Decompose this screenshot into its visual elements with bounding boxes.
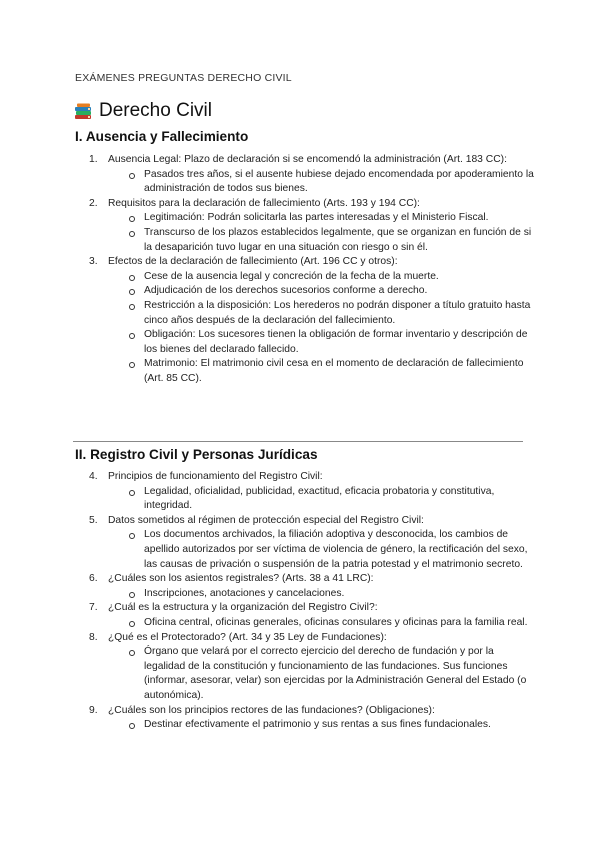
item-number: 3. <box>89 256 98 268</box>
list-item <box>75 631 535 646</box>
hollow-bullet-icon <box>129 723 135 729</box>
list-item <box>75 255 535 270</box>
section-list <box>75 470 535 733</box>
sub-item-text: Órgano que velará por el correcto ejercicio del derecho de fundación y por la legalidad de la constitución y funcionamiento de las fundaciones. Sus funciones (informar, asesorar, velar) son ejercidas por la Administración General del Estado (o autonómica). <box>144 646 527 701</box>
heading-text: Derecho Civil <box>99 100 212 121</box>
item-text: ¿Cuáles son los principios rectores de las fundaciones? (Obligaciones): <box>108 704 435 716</box>
item-text: Ausencia Legal: Plazo de declaración si se encomendó la administración (Art. 183 CC): <box>108 154 507 165</box>
item-text: Efectos de la declaración de fallecimiento (Art. 196 CC y otros): <box>108 256 398 268</box>
sub-item-text: Restricción a la disposición: Los herederos no podrán disponer a título gratuito hasta cinco años después de la declaración del fallecimiento. <box>144 299 531 326</box>
sub-item <box>75 168 535 197</box>
hollow-bullet-icon <box>129 289 135 295</box>
item-text: ¿Cuáles son los asientos registrales? (Arts. 38 a 41 LRC): <box>108 573 374 585</box>
hollow-bullet-icon <box>129 621 135 627</box>
hollow-bullet-icon <box>129 333 135 339</box>
item-number: 6. <box>89 573 98 585</box>
hollow-bullet-icon <box>129 592 135 598</box>
sub-item-text: Obligación: Los sucesores tienen la obligación de formar inventario y descripción de los bienes del declarado fallecido. <box>144 329 528 355</box>
item-text: Requisitos para la declaración de fallecimiento (Arts. 193 y 194 CC): <box>108 197 420 209</box>
hollow-bullet-icon <box>129 216 135 222</box>
section-title: I. Ausencia y Fallecimiento <box>75 129 249 144</box>
item-text: ¿Cuál es la estructura y la organización del Registro Civil?: <box>108 602 378 614</box>
item-number: 4. <box>89 471 98 482</box>
sub-item-text: Legitimación: Podrán solicitarla las partes interesadas y el Ministerio Fiscal. <box>144 212 489 224</box>
hollow-bullet-icon <box>129 362 135 368</box>
sub-item-text: Matrimonio: El matrimonio civil cesa en el momento de declaración de fallecimiento (Art. 85 CC). <box>144 358 524 384</box>
sub-item <box>75 718 535 733</box>
hollow-bullet-icon <box>129 231 135 237</box>
sub-item-text: Adjudicación de los derechos sucesorios conforme a derecho. <box>144 285 428 297</box>
sub-item <box>75 528 535 572</box>
item-text: ¿Qué es el Protectorado? (Art. 34 y 35 Ley de Fundaciones): <box>108 631 387 643</box>
sub-item <box>75 299 535 328</box>
list-item <box>75 153 535 168</box>
item-number: 8. <box>89 631 98 643</box>
divider <box>73 441 523 442</box>
sub-item-text: Legalidad, oficialidad, publicidad, exactitud, eficacia probatoria y constitutiva, integridad. <box>144 485 495 512</box>
sub-item <box>75 645 535 703</box>
sub-item <box>75 226 535 255</box>
item-text: Principios de funcionamiento del Registro Civil: <box>108 471 323 482</box>
hollow-bullet-icon <box>129 650 135 656</box>
item-number: 1. <box>89 154 98 165</box>
sub-item <box>75 616 535 631</box>
list-item <box>75 514 535 529</box>
item-number: 2. <box>89 197 98 209</box>
sub-item-text: Transcurso de los plazos establecidos legalmente, que se organizan en función de si la desaparición tuvo lugar en una situación con riesgo o sin él. <box>144 226 532 253</box>
hollow-bullet-icon <box>129 275 135 281</box>
sub-item-text: Pasados tres años, si el ausente hubiese dejado encomendada por apoderamiento la administración de todos sus bienes. <box>144 168 534 195</box>
section-title: II. Registro Civil y Personas Jurídicas <box>75 447 318 462</box>
sub-item <box>75 284 535 299</box>
list-item <box>75 197 535 212</box>
sub-item <box>75 328 535 357</box>
list-item <box>75 470 535 485</box>
hollow-bullet-icon <box>129 533 135 539</box>
section-list <box>75 153 535 387</box>
sub-item-text: Destinar efectivamente el patrimonio y sus rentas a sus fines fundacionales. <box>144 719 491 731</box>
books-icon <box>73 101 93 121</box>
list-item <box>75 572 535 587</box>
list-item <box>75 601 535 616</box>
hollow-bullet-icon <box>129 490 135 496</box>
hollow-bullet-icon <box>129 173 135 179</box>
sub-item <box>75 270 535 285</box>
sub-item <box>75 485 535 514</box>
sub-item <box>75 357 535 386</box>
item-number: 5. <box>89 514 98 526</box>
sub-item-text: Cese de la ausencia legal y concreción de la fecha de la muerte. <box>144 270 439 282</box>
hollow-bullet-icon <box>129 304 135 310</box>
document-title: EXÁMENES PREGUNTAS DERECHO CIVIL <box>75 72 292 84</box>
sub-item-text: Oficina central, oficinas generales, oficinas consulares y oficinas para la familia real. <box>144 616 528 628</box>
sub-item <box>75 587 535 602</box>
item-text: Datos sometidos al régimen de protección especial del Registro Civil: <box>108 514 424 526</box>
sub-item-text: Inscripciones, anotaciones y cancelaciones. <box>144 587 345 599</box>
sub-item <box>75 211 535 226</box>
item-number: 7. <box>89 602 98 614</box>
main-heading <box>73 100 212 122</box>
list-item <box>75 704 535 719</box>
sub-item-text: Los documentos archivados, la filiación adoptiva y desconocida, los cambios de apellido autorizados por ser víctima de violencia de género, la rectificación del sexo, las causas de privación o suspensión de la patria potestad y el matrimonio secreto. <box>144 529 528 570</box>
item-number: 9. <box>89 704 98 716</box>
